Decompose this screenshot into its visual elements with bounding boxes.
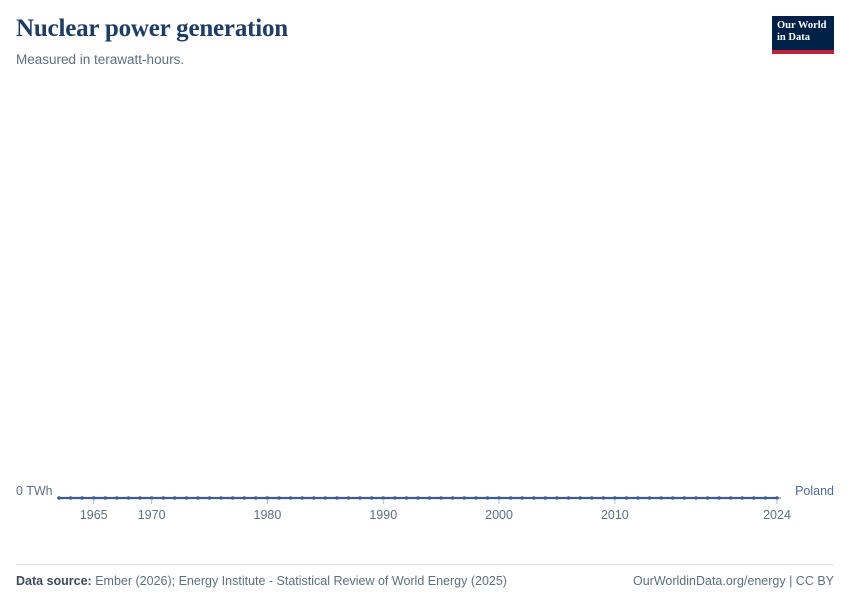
chart-footer [16, 564, 834, 588]
data-source-text: Ember (2026); Energy Institute - Statistical Review of World Energy (2025) [95, 574, 507, 588]
license-text[interactable]: OurWorldinData.org/energy | CC BY [632, 574, 834, 588]
logo-line-1: Our World [777, 20, 827, 31]
data-point[interactable] [463, 496, 466, 499]
data-point[interactable] [486, 496, 489, 499]
data-point[interactable] [173, 496, 176, 499]
data-point[interactable] [289, 496, 292, 499]
data-point[interactable] [683, 496, 686, 499]
x-axis-tick-label: 2024 [763, 508, 791, 522]
y-axis-tick-label: 0 TWh [16, 484, 53, 498]
data-point[interactable] [254, 496, 257, 499]
chart-subtitle: Measured in terawatt-hours. [16, 52, 185, 67]
data-point[interactable] [451, 496, 454, 499]
data-point[interactable] [358, 496, 361, 499]
chart-plot-area[interactable] [16, 80, 834, 550]
data-point[interactable] [312, 496, 315, 499]
series-label-poland: Poland [795, 484, 834, 498]
data-point[interactable] [439, 496, 442, 499]
chart-svg [16, 80, 834, 550]
data-point[interactable] [532, 496, 535, 499]
data-point[interactable] [80, 496, 83, 499]
data-point[interactable] [185, 496, 188, 499]
x-axis-tick-label: 1980 [253, 508, 282, 522]
data-point[interactable] [324, 496, 327, 499]
data-point[interactable] [648, 496, 651, 499]
owid-logo[interactable] [772, 16, 834, 54]
data-point[interactable] [521, 496, 524, 499]
data-point[interactable] [555, 496, 558, 499]
data-source-label: Data source: [16, 574, 92, 588]
data-point[interactable] [335, 496, 338, 499]
data-point[interactable] [706, 496, 709, 499]
data-point[interactable] [764, 496, 767, 499]
data-point[interactable] [567, 496, 570, 499]
data-point[interactable] [57, 496, 60, 499]
x-axis-tick-label: 2000 [485, 508, 513, 522]
data-point[interactable] [659, 496, 662, 499]
x-axis-tick-label: 2010 [600, 508, 629, 522]
data-point[interactable] [405, 496, 408, 499]
data-point[interactable] [127, 496, 130, 499]
data-point[interactable] [69, 496, 72, 499]
data-point[interactable] [219, 496, 222, 499]
chart-canvas[interactable] [16, 80, 834, 550]
data-point[interactable] [393, 496, 396, 499]
data-point[interactable] [162, 496, 165, 499]
logo-line-2: in Data [777, 32, 810, 43]
data-point[interactable] [717, 496, 720, 499]
data-point[interactable] [347, 496, 350, 499]
data-point[interactable] [741, 496, 744, 499]
data-point[interactable] [752, 496, 755, 499]
data-point[interactable] [636, 496, 639, 499]
x-axis-tick-label: 1965 [79, 508, 108, 522]
data-point[interactable] [428, 496, 431, 499]
data-point[interactable] [578, 496, 581, 499]
data-point[interactable] [231, 496, 234, 499]
x-axis-tick-label: 1970 [137, 508, 166, 522]
data-point[interactable] [625, 496, 628, 499]
data-point[interactable] [138, 496, 141, 499]
data-point[interactable] [590, 496, 593, 499]
data-point[interactable] [416, 496, 419, 499]
data-point[interactable] [602, 496, 605, 499]
data-point[interactable] [115, 496, 118, 499]
data-point[interactable] [104, 496, 107, 499]
data-point[interactable] [729, 496, 732, 499]
data-point[interactable] [300, 496, 303, 499]
chart-header [16, 14, 834, 80]
data-point[interactable] [196, 496, 199, 499]
page-title: Nuclear power generation [16, 15, 289, 42]
data-point[interactable] [208, 496, 211, 499]
data-point[interactable] [277, 496, 280, 499]
x-axis-tick-label: 1990 [369, 508, 398, 522]
data-point[interactable] [370, 496, 373, 499]
data-source [16, 574, 507, 588]
data-point[interactable] [243, 496, 246, 499]
data-point[interactable] [509, 496, 512, 499]
data-point[interactable] [671, 496, 674, 499]
data-point[interactable] [694, 496, 697, 499]
data-point[interactable] [544, 496, 547, 499]
data-point[interactable] [474, 496, 477, 499]
